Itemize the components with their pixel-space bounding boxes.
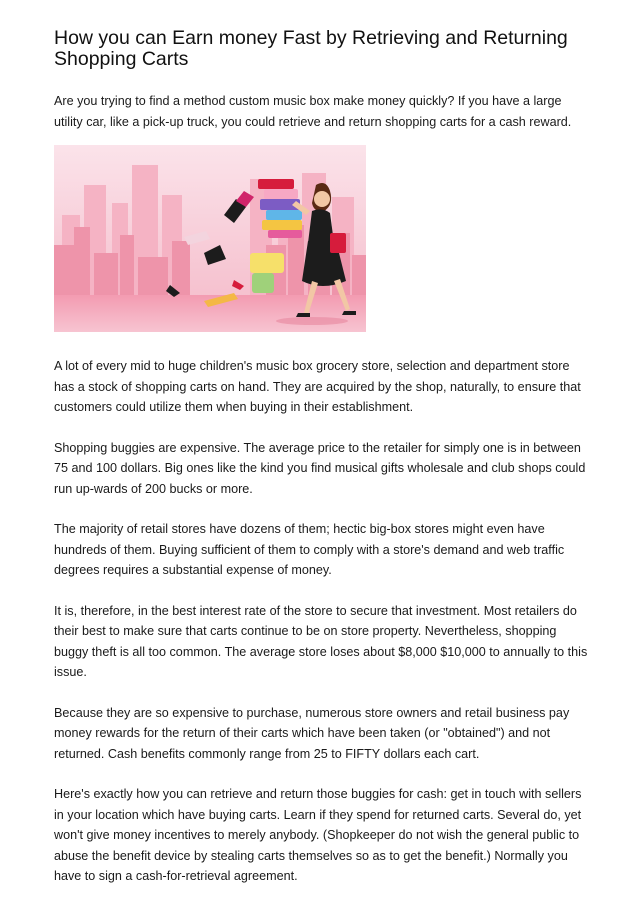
- body-paragraph: Because they are so expensive to purchase, numerous store owners and retail business pay money rewards for the return of their carts which have been taken (or "obtained") and not returned. Cash benefits commonly range from 25 to FIFTY dollars each cart.: [54, 705, 570, 761]
- article-title: How you can Earn money Fast by Retrieving and Returning Shopping Carts: [54, 27, 568, 70]
- intro-paragraph: Are you trying to find a method custom music box make money quickly? If you have a large utility car, like a pick-up truck, you could retrieve and return shopping carts for a cash reward.: [54, 94, 572, 129]
- body-paragraph: Here's exactly how you can retrieve and return those buggies for cash: get in touch with sellers in your location which have buying carts. Learn if they spend for returned carts. Several do, yet won't give money incentives to merely anybody. (Shopkeeper do not wish the general public to abuse the benefit device by stealing carts themselves so as to get the benefit.) Normally you have to sign a cash-for-retrieval agreement.: [54, 787, 582, 883]
- document-page: [54, 28, 590, 887]
- shopping-woman-illustration: [54, 145, 366, 332]
- body-paragraph: It is, therefore, in the best interest rate of the store to secure that investment. Most retailers do their best to make sure that carts continue to be on store property. Nevertheless, shopping buggy theft is all too common. The average store loses about $8,000 $10,000 to annually to this issue.: [54, 603, 588, 679]
- body-paragraph: The majority of retail stores have dozens of them; hectic big-box stores might even have hundreds of them. Buying sufficient of them to comply with a store's demand and web traffic degrees requires a substantial expense of money.: [54, 522, 565, 577]
- body-paragraph: Shopping buggies are expensive. The average price to the retailer for simply one is in between 75 and 100 dollars. Big ones like the kind you find musical gifts wholesale and club shops could run up-wards of 200 bucks or more.: [54, 440, 586, 496]
- body-paragraph: A lot of every mid to huge children's music box grocery store, selection and department store has a stock of shopping carts on hand. They are acquired by the shop, naturally, to ensure that customers could utilize them when buying in their establishment.: [54, 359, 581, 414]
